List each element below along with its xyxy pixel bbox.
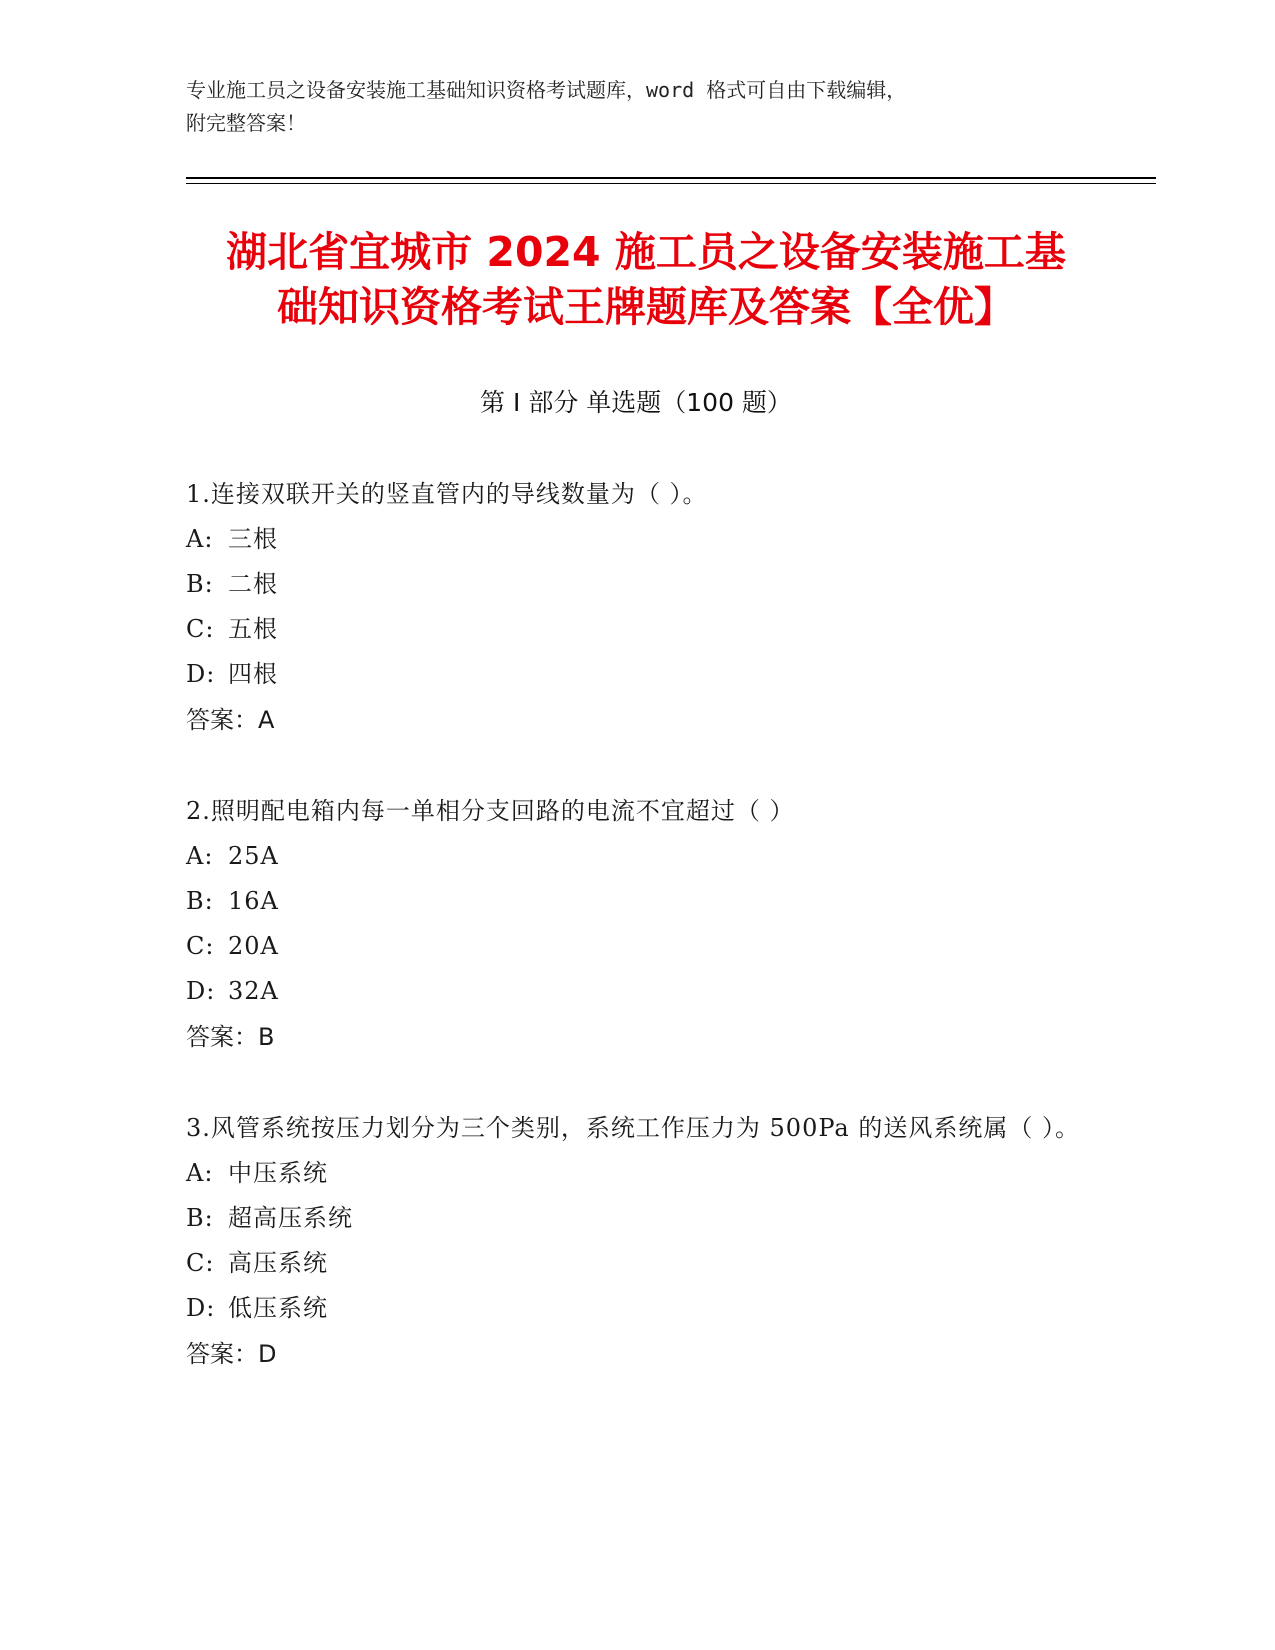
question-2 — [186, 789, 1086, 1060]
header-note-line-2: 附完整答案！ — [186, 111, 306, 135]
option-letter: A: — [186, 1159, 214, 1187]
option-text: 高压系统 — [228, 1249, 328, 1277]
option-b — [186, 562, 1086, 607]
section-title: 第 I 部分 单选题（100 题） — [480, 388, 792, 417]
option-text: 低压系统 — [228, 1294, 328, 1322]
option-text: 20A — [228, 932, 279, 960]
option-letter: D: — [186, 977, 216, 1005]
document-title-line-2: 础知识资格考试王牌题库及答案【全优】 — [277, 283, 1015, 331]
option-text: 超高压系统 — [228, 1204, 353, 1232]
option-text: 三根 — [228, 525, 278, 553]
option-text: 二根 — [228, 570, 278, 598]
header-divider-thick — [186, 177, 1156, 179]
option-letter: A: — [186, 842, 214, 870]
question-stem: 3.风管系统按压力划分为三个类别，系统工作压力为 500Pa 的送风系统属（ ）。 — [186, 1114, 1080, 1142]
option-text: 中压系统 — [228, 1159, 328, 1187]
option-letter: C: — [186, 615, 215, 643]
question-3 — [186, 1106, 1086, 1377]
option-text: 五根 — [228, 615, 278, 643]
option-text: 25A — [228, 842, 279, 870]
header-note-line-1: 专业施工员之设备安装施工基础知识资格考试题库，word 格式可自由下载编辑， — [186, 78, 907, 102]
answer-line: 答案：B — [186, 1023, 275, 1051]
option-d — [186, 652, 1086, 697]
option-letter: D: — [186, 1294, 216, 1322]
option-letter: B: — [186, 570, 214, 598]
document-title — [186, 225, 1106, 335]
document-title-line-1: 湖北省宜城市 2024 施工员之设备安装施工基 — [226, 228, 1066, 276]
option-d — [186, 1286, 1086, 1331]
option-c — [186, 607, 1086, 652]
question-1 — [186, 472, 1086, 743]
header-divider-thin — [186, 183, 1156, 184]
option-letter: B: — [186, 887, 214, 915]
option-letter: C: — [186, 1249, 215, 1277]
answer-line: 答案：A — [186, 706, 275, 734]
option-letter: A: — [186, 525, 214, 553]
question-stem: 2.照明配电箱内每一单相分支回路的电流不宜超过（ ） — [186, 797, 795, 825]
option-text: 四根 — [228, 660, 278, 688]
option-letter: C: — [186, 932, 215, 960]
option-a — [186, 834, 1086, 879]
option-b — [186, 879, 1086, 924]
option-text: 32A — [228, 977, 279, 1005]
answer-line: 答案：D — [186, 1340, 277, 1368]
option-letter: D: — [186, 660, 216, 688]
question-stem: 1.连接双联开关的竖直管内的导线数量为（ ）。 — [186, 480, 708, 508]
option-text: 16A — [228, 887, 279, 915]
option-a — [186, 517, 1086, 562]
header-note — [186, 74, 1086, 140]
option-c — [186, 1241, 1086, 1286]
option-a — [186, 1151, 1086, 1196]
option-d — [186, 969, 1086, 1014]
option-letter: B: — [186, 1204, 214, 1232]
option-c — [186, 924, 1086, 969]
option-b — [186, 1196, 1086, 1241]
